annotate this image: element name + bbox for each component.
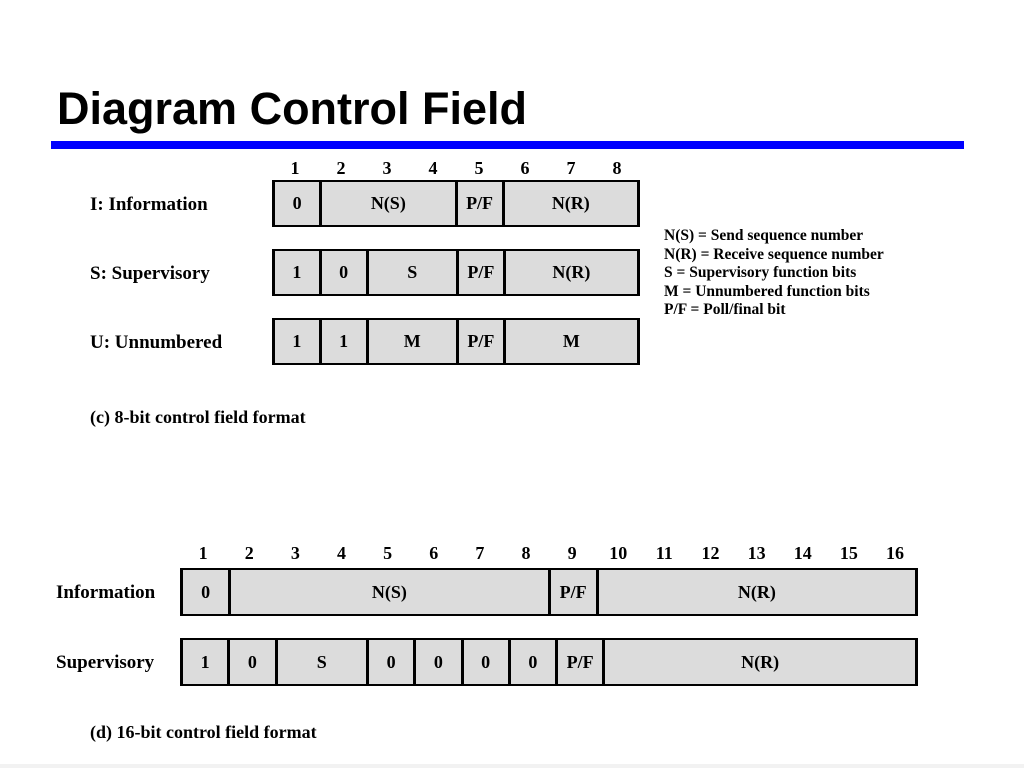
legend-entry: S = Supervisory function bits xyxy=(664,264,857,281)
row-label: I: Information xyxy=(90,194,208,215)
field-cell-text: M xyxy=(562,331,580,351)
bit-number: 16 xyxy=(885,543,904,563)
title-underline xyxy=(51,141,964,149)
field-cell xyxy=(275,182,319,225)
bit-number: 14 xyxy=(793,543,812,563)
field-cell xyxy=(319,182,454,225)
bit-number: 12 xyxy=(701,543,720,563)
field-cell-text: 1 xyxy=(200,651,210,672)
bit-number: 8 xyxy=(521,543,531,563)
field-cell-text: 0 xyxy=(481,651,491,672)
field-cell-text: S xyxy=(407,262,418,282)
field-cell xyxy=(319,320,366,363)
bit-number: 13 xyxy=(747,543,766,563)
field-cell xyxy=(548,570,596,614)
bit-number: 5 xyxy=(474,158,484,178)
bit-number: 5 xyxy=(383,543,393,563)
bit-number: 7 xyxy=(475,543,485,563)
bit-number: 3 xyxy=(382,158,392,178)
footer-rule xyxy=(0,764,1024,768)
field-cell-text: 0 xyxy=(292,193,302,213)
page-title: Diagram Control Field xyxy=(57,83,528,134)
field-cell xyxy=(508,640,555,684)
control-field-row xyxy=(180,568,918,616)
control-field-row xyxy=(272,180,640,227)
field-cell-text: P/F xyxy=(566,651,594,672)
field-cell xyxy=(456,320,503,363)
field-cell-text: P/F xyxy=(466,193,494,213)
field-cell-text: P/F xyxy=(467,262,495,282)
field-cell-text: N(R) xyxy=(737,581,776,602)
row-label: Information xyxy=(56,582,156,603)
field-cell xyxy=(183,640,227,684)
legend-entry: N(R) = Receive sequence number xyxy=(664,245,884,263)
field-cell-text: N(S) xyxy=(371,581,407,602)
bit-number: 10 xyxy=(609,543,628,563)
field-cell-text: 0 xyxy=(433,651,443,672)
control-field-row xyxy=(272,249,640,296)
field-cell-text: 1 xyxy=(292,331,302,351)
field-cell-text: 0 xyxy=(528,651,538,672)
field-cell-text: 0 xyxy=(386,651,396,672)
bit-number: 7 xyxy=(566,158,576,178)
field-cell-text: 0 xyxy=(247,651,257,672)
bit-number: 1 xyxy=(198,543,208,563)
field-cell xyxy=(455,182,502,225)
row-label: S: Supervisory xyxy=(90,263,210,284)
field-cell-text: 0 xyxy=(201,581,211,602)
field-cell-text: N(R) xyxy=(741,651,780,672)
legend-entry: M = Unnumbered function bits xyxy=(664,282,870,300)
bit-number: 9 xyxy=(567,543,577,563)
field-cell xyxy=(366,251,457,294)
field-cell xyxy=(456,251,503,294)
caption-16bit: (d) 16-bit control field format xyxy=(90,722,317,742)
field-cell-text: 1 xyxy=(339,331,349,351)
field-cell xyxy=(366,640,413,684)
field-cell xyxy=(413,640,460,684)
field-cell-text: 0 xyxy=(339,262,349,282)
legend-entry: P/F = Poll/final bit xyxy=(664,301,786,318)
field-cell xyxy=(228,570,547,614)
field-cell xyxy=(503,320,637,363)
bit-number: 2 xyxy=(336,158,346,178)
field-cell-text: 1 xyxy=(292,262,302,282)
bit-number: 15 xyxy=(839,543,858,563)
legend-entry: N(S) = Send sequence number xyxy=(664,227,864,244)
row-label: Supervisory xyxy=(56,652,155,673)
bit-number: 6 xyxy=(429,543,439,563)
bit-number: 1 xyxy=(290,158,300,178)
field-cell xyxy=(596,570,915,614)
bit-number: 8 xyxy=(612,158,622,178)
field-cell xyxy=(502,182,637,225)
bit-number: 4 xyxy=(428,158,438,178)
caption-8bit: (c) 8-bit control field format xyxy=(90,407,306,427)
control-field-row xyxy=(272,318,640,365)
field-cell-text: P/F xyxy=(467,331,495,351)
field-cell-text: N(R) xyxy=(551,193,590,213)
control-field-row xyxy=(180,638,918,686)
field-cell xyxy=(602,640,915,684)
legend xyxy=(664,227,884,320)
field-cell xyxy=(319,251,366,294)
bit-number: 2 xyxy=(244,543,254,563)
field-cell-text: S xyxy=(316,651,327,672)
field-cell-text: P/F xyxy=(559,581,587,602)
field-cell xyxy=(366,320,457,363)
field-cell-text: N(R) xyxy=(552,262,591,282)
field-cell xyxy=(275,640,367,684)
field-cell-text: M xyxy=(403,331,421,351)
bit-number: 3 xyxy=(290,543,300,563)
field-cell xyxy=(275,320,319,363)
bit-number: 6 xyxy=(520,158,530,178)
field-cell xyxy=(275,251,319,294)
field-cell xyxy=(555,640,602,684)
row-label: U: Unnumbered xyxy=(90,332,223,353)
field-cell xyxy=(183,570,228,614)
bit-number: 11 xyxy=(655,543,673,563)
field-cell-text: N(S) xyxy=(370,193,406,213)
bit-number: 4 xyxy=(336,543,346,563)
field-cell xyxy=(503,251,637,294)
field-cell xyxy=(461,640,508,684)
field-cell xyxy=(227,640,274,684)
